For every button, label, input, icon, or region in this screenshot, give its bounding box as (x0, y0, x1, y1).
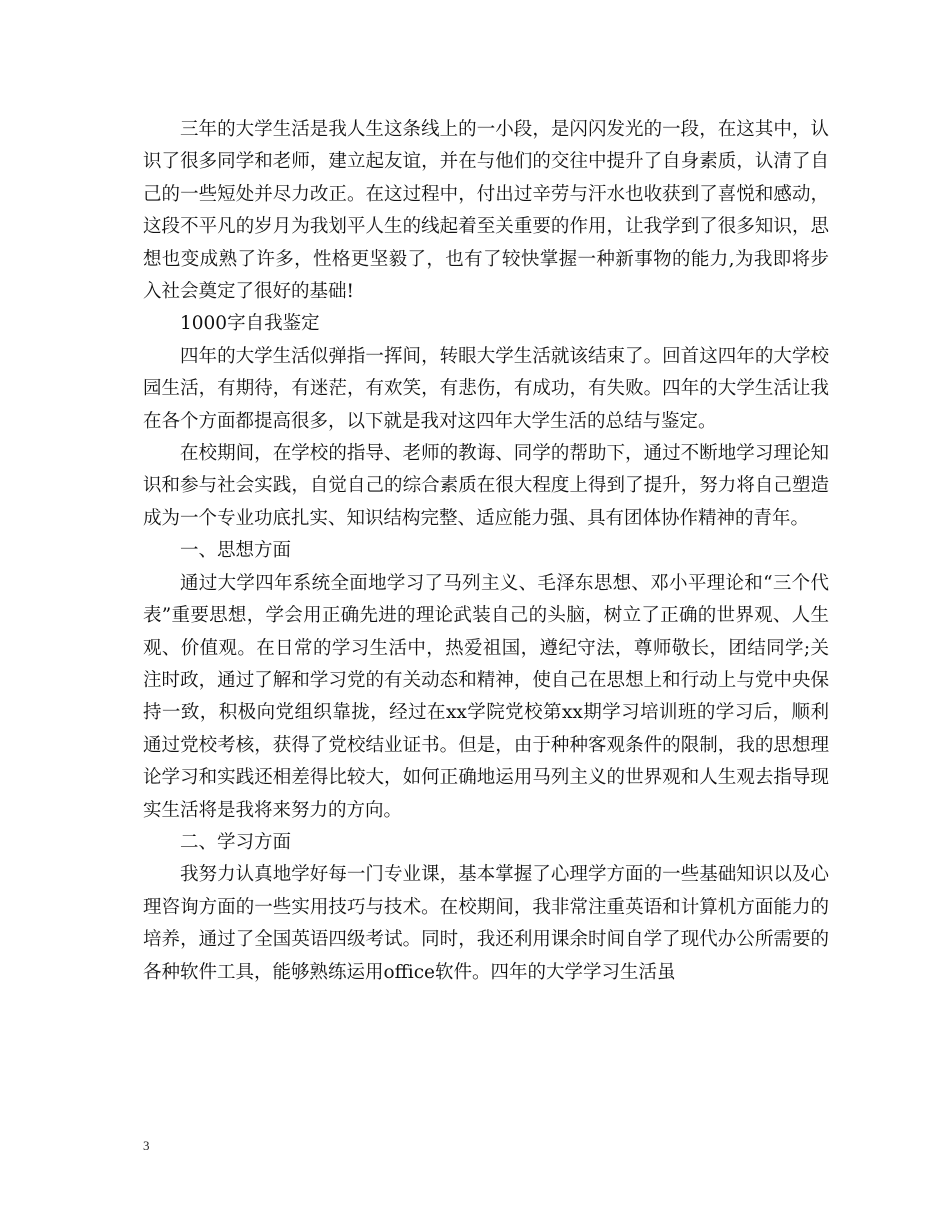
paragraph-ideology: 通过大学四年系统全面地学习了马列主义、毛泽东思想、邓小平理论和“三个代表”重要思想，学会用正确先进的理论武装自己的头脑，树立了正确的世界观、人生观、价值观。在日常的学习生活中，热爱祖国，遵纪守法，尊师敬长，团结同学;关注时政，通过了解和学习党的有关动态和精神，使自己在思想上和行动上与党中央保持一致，积极向党组织靠拢，经过在xx学院党校第xx期学习培训班的学习后，顺利通过党校考核，获得了党校结业证书。但是，由于种种客观条件的限制，我的思想理论学习和实践还相差得比较大，如何正确地运用马列主义的世界观和人生观去指导现实生活将是我将来努力的方向。 (143, 572, 829, 821)
paragraph-study: 我努力认真地学好每一门专业课，基本掌握了心理学方面的一些基础知识以及心理咨询方面的一些实用技巧与技术。在校期间，我非常注重英语和计算机方面能力的培养，通过了全国英语四级考试。同时，我还利用课余时间自学了现代办公所需要的各种软件工具，能够熟练运用office软件。四年的大学学习生活虽 (143, 864, 829, 983)
page-number: 3 (143, 1138, 150, 1153)
document-body (143, 114, 829, 989)
section-heading-study: 二、学习方面 (180, 831, 292, 853)
paragraph-three-years-summary: 三年的大学生活是我人生这条线上的一小段，是闪闪发光的一段，在这其中，认识了很多同学和老师，建立起友谊，并在与他们的交往中提升了自身素质，认清了自己的一些短处并尽力改正。在这过程中，付出过辛劳与汗水也收获到了喜悦和感动，这段不平凡的岁月为我划平人生的线起着至关重要的作用，让我学到了很多知识，思想也变成熟了许多，性格更坚毅了，也有了较快掌握一种新事物的能力,为我即将步入社会奠定了很好的基础! (143, 119, 829, 303)
section-heading-self-appraisal: 1000字自我鉴定 (180, 313, 320, 335)
paragraph-four-years-intro: 四年的大学生活似弹指一挥间，转眼大学生活就该结束了。回首这四年的大学校园生活，有期待，有迷茫，有欢笑，有悲伤，有成功，有失败。四年的大学生活让我在各个方面都提高很多，以下就是我对这四年大学生活的总结与鉴定。 (143, 345, 829, 432)
paragraph-school-period: 在校期间，在学校的指导、老师的教诲、同学的帮助下，通过不断地学习理论知识和参与社会实践，自觉自己的综合素质在很大程度上得到了提升，努力将自己塑造成为一个专业功底扎实、知识结构完整、适应能力强、具有团体协作精神的青年。 (143, 443, 829, 529)
section-heading-ideology: 一、思想方面 (180, 540, 292, 562)
